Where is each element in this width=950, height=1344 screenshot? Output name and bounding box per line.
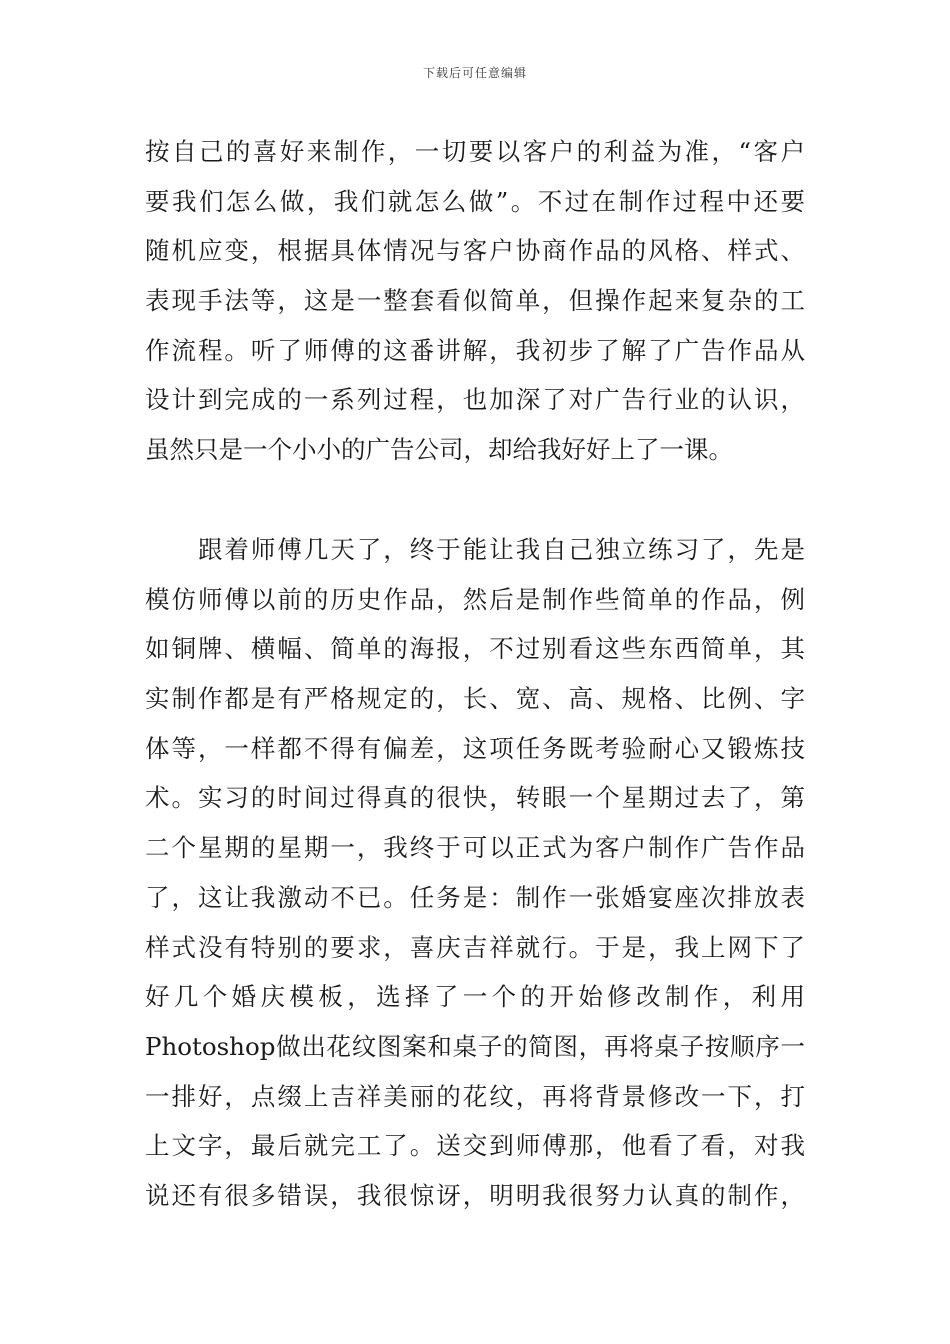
text-line: 模仿师傅以前的历史作品，然后是制作些简单的作品，例	[145, 584, 805, 614]
text-line: 如铜牌、横幅、简单的海报，不过别看这些东西简单，其	[145, 634, 805, 664]
text-line: 体等，一样都不得有偏差，这项任务既考验耐心又锻炼技	[145, 733, 805, 763]
text-line: 虽然只是一个小小的广告公司，却给我好好上了一课。	[145, 435, 733, 465]
text-line: 按自己的喜好来制作，一切要以客户的利益为准，“客户	[145, 137, 805, 166]
text-line: 要我们怎么做，我们就怎么做”。不过在制作过程中还要	[145, 186, 805, 216]
text-line: 实制作都是有严格规定的，长、宽、高、规格、比例、字	[145, 684, 805, 714]
text-line: Photoshop做出花纹图案和桌子的简图，再将桌子按顺序一	[145, 1031, 805, 1061]
text-line: 二个星期的星期一，我终于可以正式为客户制作广告作品	[145, 833, 805, 863]
text-line: 设计到完成的一系列过程，也加深了对广告行业的认识，	[145, 385, 805, 415]
text-line: 说还有很多错误，我很惊讶，明明我很努力认真的制作，	[145, 1180, 805, 1210]
text-line: 作流程。听了师傅的这番讲解，我初步了解了广告作品从	[145, 335, 805, 365]
text-line: 样式没有特别的要求，喜庆吉祥就行。于是，我上网下了	[145, 932, 805, 962]
paragraph-1	[145, 127, 805, 475]
text-line: 跟着师傅几天了，终于能让我自己独立练习了，先是	[145, 535, 805, 564]
text-line: 上文字，最后就完工了。送交到师傅那，他看了看，对我	[145, 1131, 805, 1161]
text-line: 一排好，点缀上吉祥美丽的花纹，再将背景修改一下，打	[145, 1081, 805, 1111]
text-line: 了，这让我激动不已。任务是：制作一张婚宴座次排放表	[145, 882, 805, 912]
page-header: 下载后可任意编辑	[422, 66, 527, 80]
text-line: 好几个婚庆模板，选择了一个的开始修改制作，利用	[145, 982, 805, 1012]
text-line: 表现手法等，这是一整套看似简单，但操作起来复杂的工	[145, 286, 805, 316]
text-line: 术。实习的时间过得真的很快，转眼一个星期过去了，第	[145, 783, 805, 813]
text-line: 随机应变，根据具体情况与客户协商作品的风格、样式、	[145, 236, 805, 266]
paragraph-2	[145, 525, 805, 1221]
